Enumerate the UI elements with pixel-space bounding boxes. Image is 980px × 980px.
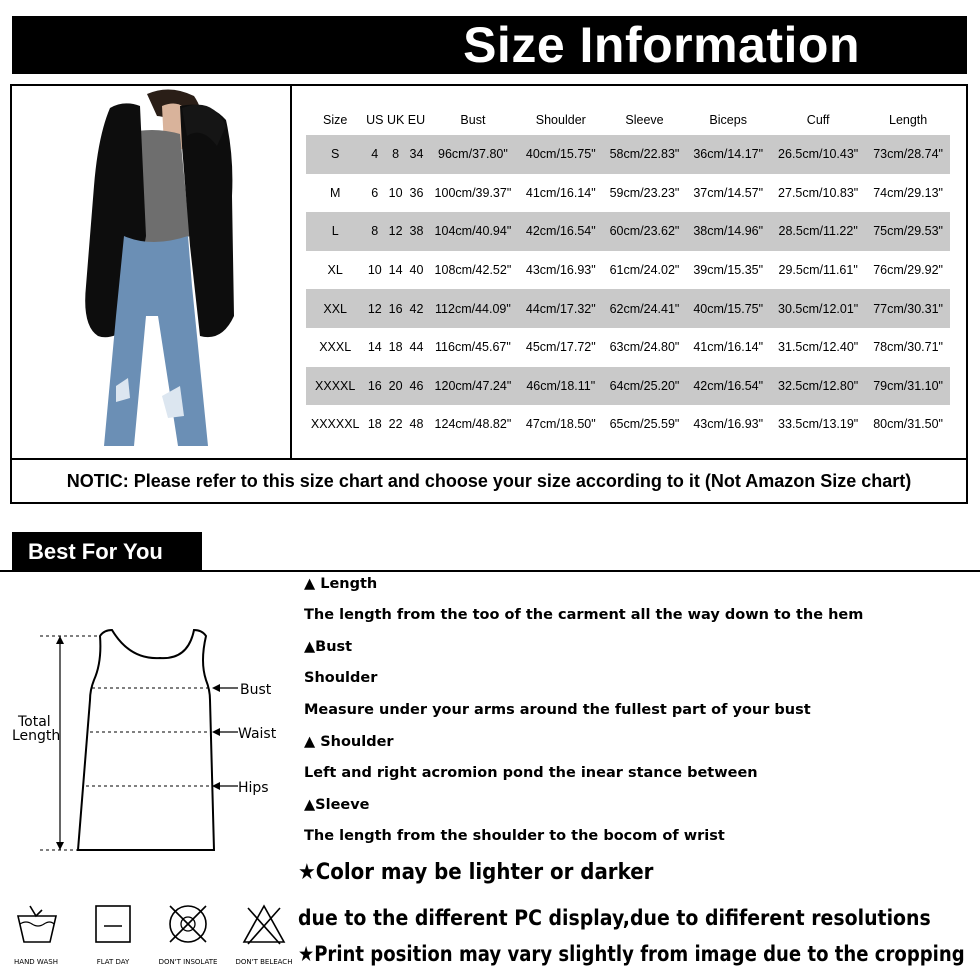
note-color: ★Color may be lighter or darker	[298, 860, 654, 885]
table-cell: 12	[364, 289, 385, 328]
table-row	[306, 405, 950, 444]
table-cell: 4	[364, 135, 385, 174]
table-cell: 42cm/16.54"	[519, 212, 603, 251]
table-cell: XXXL	[319, 340, 352, 355]
table-row	[306, 367, 950, 406]
table-cell: 38	[406, 212, 427, 251]
table-cell: 12	[385, 212, 406, 251]
hand-wash-icon	[12, 902, 62, 946]
table-row	[306, 212, 950, 251]
table-cell: 29.5cm/11.61"	[778, 263, 858, 278]
table-cell: 6	[371, 185, 379, 200]
table-cell: 120cm/47.24"	[427, 367, 519, 406]
description-heading-shoulder: ▲ Shoulder	[304, 734, 394, 750]
table-cell: 124cm/48.82"	[434, 417, 512, 432]
table-cell: 58cm/22.83"	[603, 135, 687, 174]
table-cell: 28.5cm/11.22"	[770, 212, 866, 251]
table-header: Size	[323, 112, 348, 127]
table-cell: 10	[388, 185, 403, 200]
diagram-label-bust: Bust	[240, 682, 272, 698]
model-illustration	[12, 86, 290, 458]
table-cell: 16	[364, 367, 385, 406]
diagram-label-total: Total	[18, 714, 51, 730]
table-cell: 36cm/14.17"	[686, 135, 770, 174]
table-cell: 74cm/29.13"	[873, 185, 943, 200]
table-cell: 31.5cm/12.40"	[778, 340, 859, 355]
description-text: Shoulder	[304, 670, 378, 686]
table-header: EU	[407, 112, 426, 127]
note-display: due to the different PC display,due to dififerent resolutions	[298, 906, 931, 930]
table-cell: 76cm/29.92"	[873, 263, 943, 278]
page-title: Size Information	[463, 17, 860, 73]
table-cell: 61cm/24.02"	[609, 263, 680, 278]
table-cell: 64cm/25.20"	[603, 367, 687, 406]
note-print: ★Print position may vary slightly from image due to the cropping	[298, 942, 965, 966]
section-divider	[0, 570, 980, 572]
table-cell: 40cm/15.75"	[519, 135, 603, 174]
table-cell: 26.5cm/10.43"	[770, 135, 866, 174]
diagram-label-waist: Waist	[238, 726, 277, 742]
description-heading-length: ▲ Length	[304, 576, 378, 592]
table-row	[306, 135, 950, 174]
table-cell: 32.5cm/12.80"	[770, 367, 866, 406]
table-cell: 108cm/42.52"	[434, 263, 512, 278]
table-cell: 112cm/44.09"	[427, 289, 519, 328]
section-title: Best For You	[12, 532, 202, 572]
table-cell: XXL	[306, 289, 364, 328]
table-cell: 43cm/16.93"	[525, 263, 596, 278]
description-heading-bust: ▲Bust	[304, 639, 353, 655]
table-cell: 42	[406, 289, 427, 328]
table-row	[306, 289, 950, 328]
table-cell: 34	[406, 135, 427, 174]
table-cell: 104cm/40.94"	[427, 212, 519, 251]
table-cell: 10	[367, 263, 382, 278]
table-cell: 62cm/24.41"	[603, 289, 687, 328]
do-not-bleach-icon	[240, 900, 288, 948]
table-cell: 59cm/23.23"	[609, 185, 680, 200]
dress-diagram	[10, 620, 290, 875]
table-cell: 46cm/18.11"	[519, 367, 603, 406]
table-cell: 45cm/17.72"	[525, 340, 596, 355]
table-cell: 96cm/37.80"	[427, 135, 519, 174]
table-cell: 77cm/30.31"	[866, 289, 950, 328]
table-cell: 47cm/18.50"	[525, 417, 596, 432]
table-cell: 38cm/14.96"	[686, 212, 770, 251]
table-cell: 18	[388, 340, 403, 355]
table-cell: 73cm/28.74"	[866, 135, 950, 174]
table-header: Biceps	[709, 112, 747, 127]
table-cell: 33.5cm/13.19"	[778, 417, 859, 432]
table-row	[306, 328, 950, 367]
table-cell: XXXXL	[306, 367, 364, 406]
table-cell: S	[306, 135, 364, 174]
table-header: Cuff	[806, 112, 830, 127]
table-row	[306, 174, 950, 213]
product-image	[12, 86, 292, 458]
table-cell: 41cm/16.14"	[525, 185, 596, 200]
table-cell: 78cm/30.71"	[873, 340, 943, 355]
diagram-label-length: Length	[12, 728, 61, 744]
care-label: DON'T BELEACH	[235, 958, 293, 966]
size-table	[306, 104, 950, 444]
table-cell: 39cm/15.35"	[693, 263, 764, 278]
care-label: HAND WASH	[14, 958, 58, 966]
table-cell: 14	[388, 263, 403, 278]
table-cell: 27.5cm/10.83"	[778, 185, 859, 200]
table-row	[306, 251, 950, 290]
table-cell: 18	[367, 417, 382, 432]
table-cell: 63cm/24.80"	[609, 340, 680, 355]
table-cell: 30.5cm/12.01"	[770, 289, 866, 328]
table-cell: 43cm/16.93"	[693, 417, 764, 432]
table-cell: 42cm/16.54"	[686, 367, 770, 406]
table-cell: 48	[409, 417, 424, 432]
table-cell: 44	[409, 340, 424, 355]
table-header-row	[306, 104, 950, 135]
table-cell: 41cm/16.14"	[693, 340, 764, 355]
diagram-label-hips: Hips	[238, 780, 269, 796]
table-cell: M	[329, 185, 341, 200]
table-header: US	[366, 112, 384, 127]
table-cell: 20	[385, 367, 406, 406]
table-cell: 80cm/31.50"	[873, 417, 943, 432]
table-header: Length	[889, 112, 928, 127]
dress-outline	[78, 630, 214, 850]
do-not-sun-dry-icon	[164, 900, 212, 948]
table-cell: 116cm/45.67"	[435, 340, 511, 355]
table-cell: 40cm/15.75"	[686, 289, 770, 328]
table-cell: 65cm/25.59"	[609, 417, 680, 432]
table-cell: 44cm/17.32"	[519, 289, 603, 328]
notice-text: NOTIC: Please refer to this size chart and choose your size according to it (Not Amazon Size chart)	[66, 471, 912, 491]
table-cell: 22	[388, 417, 403, 432]
table-cell: L	[306, 212, 364, 251]
table-cell: 79cm/31.10"	[866, 367, 950, 406]
description-text: Left and right acromion pond the inear stance between	[304, 765, 758, 781]
care-label: FLAT DAY	[96, 958, 130, 966]
table-header: Sleeve	[625, 112, 664, 127]
table-cell: 36	[409, 185, 424, 200]
flat-dry-icon	[92, 902, 134, 946]
description-text: The length from the shoulder to the bocom of wrist	[304, 828, 725, 844]
description-text: The length from the too of the carment all the way down to the hem	[304, 607, 864, 623]
table-cell: XXXXXL	[310, 417, 360, 432]
table-header: Shoulder	[535, 112, 586, 127]
table-header: UK	[386, 112, 405, 127]
table-cell: 100cm/39.37"	[434, 185, 512, 200]
table-cell: 37cm/14.57"	[693, 185, 764, 200]
description-heading-sleeve: ▲Sleeve	[304, 797, 370, 813]
table-cell: 8	[364, 212, 385, 251]
table-cell: 60cm/23.62"	[603, 212, 687, 251]
table-cell: 75cm/29.53"	[866, 212, 950, 251]
table-cell: 14	[367, 340, 382, 355]
table-cell: 40	[409, 263, 424, 278]
table-cell: XL	[327, 263, 343, 278]
table-cell: 16	[385, 289, 406, 328]
table-header: Bust	[460, 112, 486, 127]
description-text: Measure under your arms around the fullest part of your bust	[304, 702, 811, 718]
table-cell: 46	[406, 367, 427, 406]
table-cell: 8	[385, 135, 406, 174]
care-label: DON'T INSOLATE	[158, 958, 218, 966]
